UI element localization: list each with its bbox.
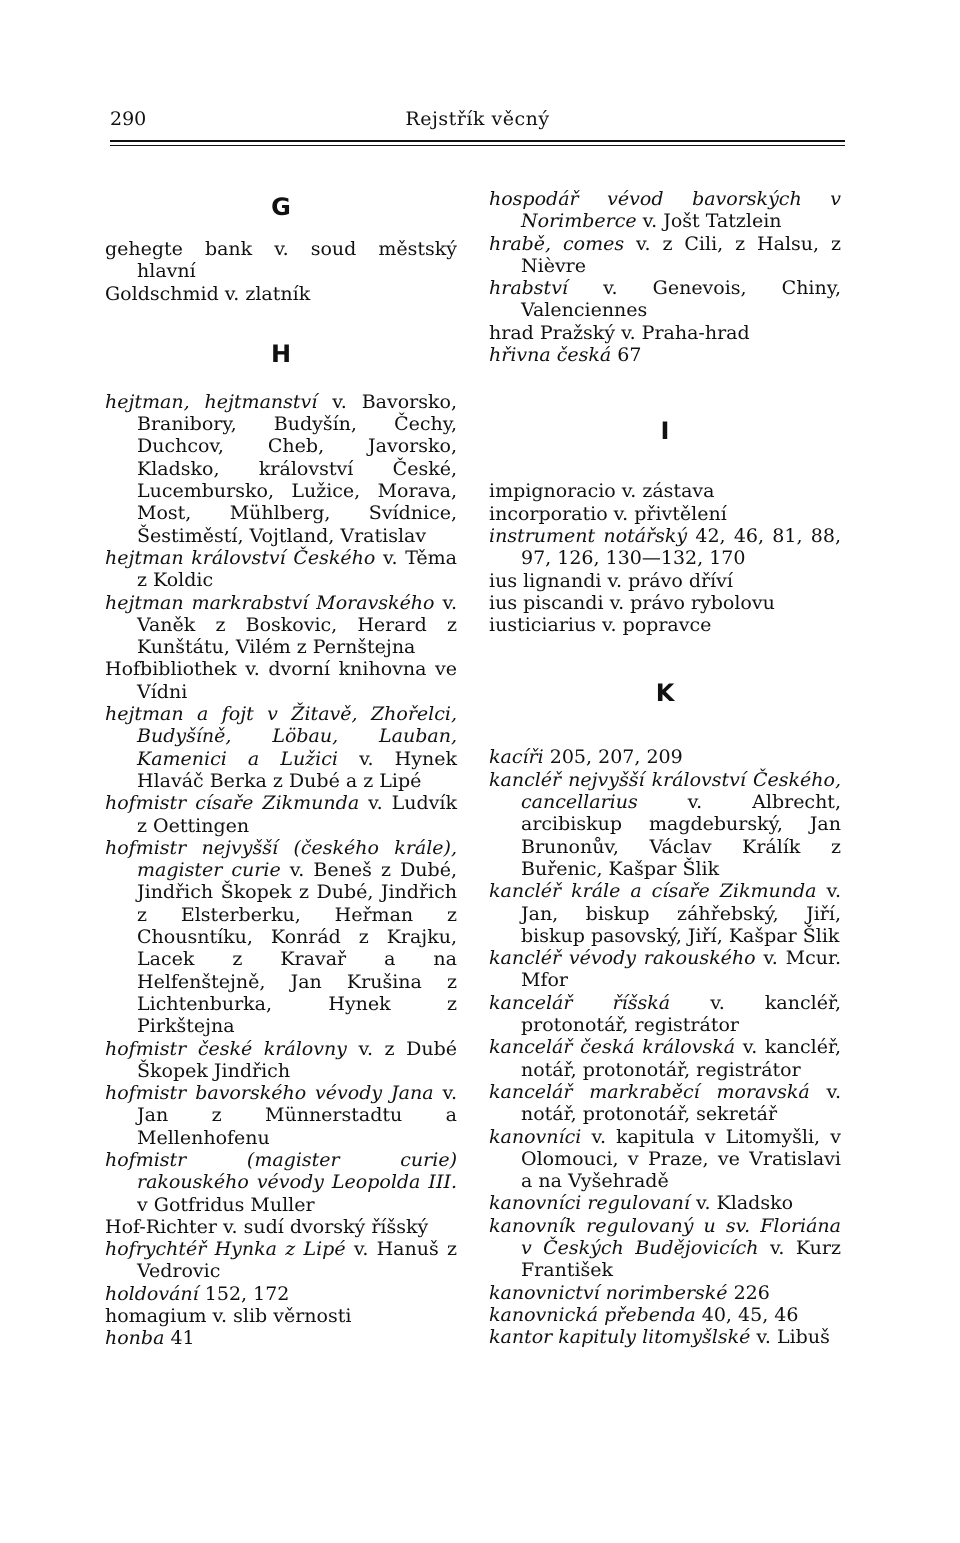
index-entry	[489, 233, 841, 278]
entry-reference: v. kancléř, protonotář, registrátor	[521, 991, 841, 1037]
entry-reference: v. kapitula v Litomyšli, v Olomouci, v Praze, ve Vratislavi a na Vyšehradě	[521, 1125, 841, 1193]
entry-heading: hofmistr bavorského vévody Jana	[105, 1082, 434, 1105]
entry-heading: iusticiarius	[489, 614, 596, 637]
entry-heading: instrument notářský	[489, 524, 688, 547]
entry-reference: v. z Dubé Škopek Jindřich	[137, 1037, 457, 1082]
index-entry	[489, 503, 841, 525]
index-entry	[105, 238, 457, 283]
entry-heading: hospodář vévod bavorských v Norimberce	[489, 188, 841, 233]
entry-reference: v. právo dříví	[601, 569, 733, 592]
entry-reference: v. popravce	[595, 614, 712, 637]
entry-heading: hofmistr české královny	[105, 1037, 347, 1060]
index-entry	[489, 992, 841, 1037]
entry-heading: Hofbibliothek	[105, 658, 237, 681]
running-title: Rejstřík věcný	[405, 108, 550, 130]
index-entry	[105, 1149, 457, 1216]
index-entry	[489, 188, 841, 233]
entry-reference: v. Jan z Münnerstadtu a Mellenhofenu	[137, 1082, 457, 1149]
entry-heading: hejtman království Českého	[105, 546, 376, 569]
entry-reference: v. z Cili, z Halsu, z Nièvre	[521, 232, 841, 277]
index-entry	[105, 547, 457, 592]
entry-reference: v. zástava	[615, 480, 715, 503]
index-entry	[105, 792, 457, 837]
entry-reference: 205, 207, 209	[543, 746, 683, 769]
entry-heading: hofmistr císaře Zikmunda	[105, 792, 360, 815]
entry-heading: ius lignandi	[489, 569, 602, 592]
entries-h	[105, 391, 457, 1350]
index-entry	[489, 746, 841, 768]
index-entry	[489, 277, 841, 322]
entry-reference: v. soud městský hlavní	[137, 238, 457, 283]
index-entry	[489, 1326, 841, 1348]
entry-reference: v. Těma z Koldic	[137, 546, 457, 592]
index-entry	[489, 1304, 841, 1326]
entry-heading: hofmistr (magister curie) rakouského vévody Leopolda III.	[105, 1148, 457, 1194]
entry-heading: holdování	[105, 1282, 199, 1305]
entries-g	[105, 238, 457, 305]
entry-heading: kantor kapituly litomyšlské	[489, 1326, 751, 1349]
section-letter-h: H	[270, 339, 292, 368]
index-entry	[489, 344, 841, 366]
entry-heading: incorporatio	[489, 502, 608, 525]
header-rule	[110, 140, 845, 142]
entry-heading: impignoracio	[489, 480, 616, 503]
index-entry	[489, 592, 841, 614]
entries-i	[489, 480, 841, 636]
entry-heading: kanovníci regulovaní	[489, 1192, 690, 1215]
index-entry	[105, 1305, 457, 1327]
right-column	[489, 188, 841, 1348]
index-entry	[489, 1126, 841, 1193]
entry-heading: hofmistr nejvyšší (českého krále), magister curie	[105, 836, 457, 882]
entry-reference: v. Mcur. Mfor	[521, 947, 841, 992]
index-entry	[489, 769, 841, 880]
entry-heading: kanovnická přebenda	[489, 1303, 696, 1326]
entry-heading: Hof-Richter	[105, 1215, 218, 1238]
entry-heading: hofrychtéř Hynka z Lipé	[105, 1238, 346, 1261]
entry-heading: homagium	[105, 1305, 207, 1328]
entry-heading: hejtman a fojt v Žitavě, Zhořelci, Budyšíně, Löbau, Lauban, Kamenici a Lužici	[105, 703, 457, 770]
entry-heading: ius piscandi	[489, 591, 604, 614]
entry-reference: v. Jošt Tatzlein	[636, 210, 782, 233]
index-entry	[489, 880, 841, 947]
index-entry	[105, 1216, 457, 1238]
entry-heading: hrabství	[489, 277, 569, 300]
entry-heading: Goldschmid	[105, 282, 219, 305]
index-entry	[489, 480, 841, 502]
index-entry	[105, 391, 457, 547]
section-letter-k: K	[655, 679, 675, 708]
entry-reference: v. Kurz František	[521, 1236, 841, 1282]
index-entry	[105, 1238, 457, 1283]
index-entry	[105, 837, 457, 1038]
index-entry	[489, 525, 841, 570]
index-entry	[105, 592, 457, 659]
entry-heading: kanovník regulovaný u sv. Floriána v Českých Budějovicích	[489, 1214, 841, 1259]
entry-reference: v. notář, protonotář, sekretář	[521, 1080, 841, 1126]
entry-heading: kancléř nejvyšší království Českého, cancellarius	[489, 768, 841, 814]
entry-reference: v. sudí dvorský říšský	[217, 1215, 429, 1238]
index-entry	[489, 1215, 841, 1282]
index-entry	[489, 614, 841, 636]
entry-reference: v Gotfridus Muller	[137, 1193, 315, 1216]
index-entry	[489, 322, 841, 344]
index-entry	[489, 947, 841, 992]
entries-k	[489, 746, 841, 1348]
section-letter-i: I	[660, 417, 670, 446]
left-column	[105, 188, 457, 1350]
entry-heading: kancléř krále a císaře Zikmunda	[489, 880, 817, 903]
entry-reference: v. dvorní knihovna ve Vídni	[137, 658, 457, 703]
entry-heading: kancelář markraběcí moravská	[489, 1080, 810, 1103]
entry-reference: v. Albrecht, arcibiskup magdeburský, Jan Brunonův, Václav Králík z Buřenic, Kašpar Šlik	[521, 791, 841, 880]
entry-heading: kancléř vévody rakouského	[489, 947, 756, 970]
entry-reference: 226	[727, 1281, 770, 1304]
index-entry	[105, 1283, 457, 1305]
index-entry	[105, 1327, 457, 1349]
entry-reference: 42, 46, 81, 88, 97, 126, 130—132, 170	[521, 524, 841, 570]
entry-reference: v. přivtělení	[607, 502, 727, 525]
index-entry	[489, 1282, 841, 1304]
entry-heading: hrabě, comes	[489, 232, 625, 255]
entry-reference: v. Jan, biskup záhřebský, Jiří, biskup pasovský, Jiří, Kašpar Šlik	[521, 880, 841, 947]
entry-heading: hřivna česká	[489, 344, 612, 367]
entry-reference: v. Genevois, Chiny, Valenciennes	[521, 277, 841, 322]
section-letter-g: G	[271, 193, 291, 221]
entry-reference: v. Hanuš z Vedrovic	[137, 1238, 457, 1283]
index-entry	[489, 1192, 841, 1214]
entry-reference: v. slib věrnosti	[206, 1305, 352, 1328]
entry-reference: 67	[611, 344, 642, 367]
entry-reference: v. zlatník	[218, 282, 311, 305]
entry-reference: v. Libuš	[750, 1326, 830, 1349]
entry-heading: gehegte bank	[105, 238, 253, 260]
entry-reference: v. Praha-hrad	[615, 321, 750, 344]
entry-reference: 152, 172	[198, 1282, 290, 1305]
entry-reference: v. Ludvík z Oettingen	[137, 792, 457, 837]
index-entry	[105, 703, 457, 792]
entry-reference: v. Vaněk z Boskovic, Herard z Kunštátu, Vilém z Pernštejna	[137, 591, 457, 659]
entry-reference: v. Hynek Hlaváč Berka z Dubé a z Lipé	[137, 747, 457, 792]
entry-heading: kancelář česká královská	[489, 1036, 736, 1059]
entry-heading: kanovníci	[489, 1125, 582, 1148]
index-entry	[105, 1082, 457, 1149]
index-entry	[489, 1036, 841, 1081]
index-entry	[489, 570, 841, 592]
entry-reference: v. Kladsko	[689, 1192, 794, 1215]
entry-heading: kanovnictví norimberské	[489, 1281, 728, 1304]
index-entry	[489, 1081, 841, 1126]
entry-heading: kacíři	[489, 746, 544, 769]
header-rule-thin	[110, 145, 845, 146]
index-entry	[105, 283, 457, 305]
entry-reference: 40, 45, 46	[695, 1303, 799, 1326]
entry-reference: v. Beneš z Dubé, Jindřich Škopek z Dubé, Jindřich z Elsterberku, Heřman z Chousntíku, Konrád z Krajku, Lacek z Kravař a na Helfenštejně, Jan Krušina z Lichtenburka, Hynek z Pirkštejna	[137, 859, 457, 1038]
page-header	[110, 108, 845, 134]
entry-heading: honba	[105, 1327, 165, 1350]
entry-reference: v. právo rybolovu	[603, 591, 775, 614]
entries-h-continued	[489, 188, 841, 366]
index-entry	[105, 1038, 457, 1083]
entry-reference: 41	[164, 1327, 195, 1350]
entry-reference: v. kancléř, notář, protonotář, registrátor	[521, 1036, 841, 1081]
index-entry	[105, 658, 457, 703]
entry-heading: kancelář říšská	[489, 991, 671, 1014]
page-number: 290	[110, 108, 147, 130]
entry-heading: hejtman markrabství Moravského	[105, 591, 435, 614]
entry-heading: hrad Pražský	[489, 321, 616, 344]
entry-heading: hejtman, hejtmanství	[105, 390, 318, 413]
entry-reference: v. Bavorsko, Branibory, Budyšín, Čechy, Duchcov, Cheb, Javorsko, Kladsko, království České, Lucembursko, Lužice, Morava, Most, Mühlberg, Svídnice, Šestiměstí, Vojtland, Vratislav	[137, 390, 458, 547]
